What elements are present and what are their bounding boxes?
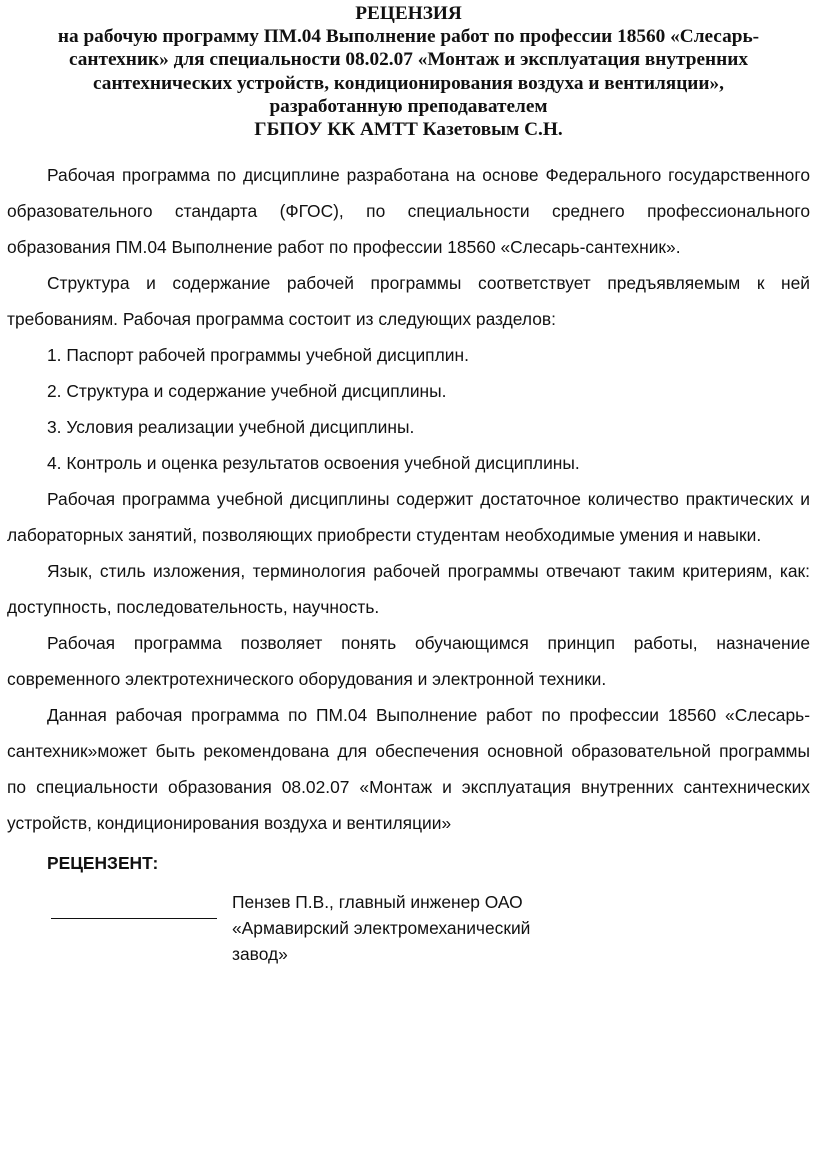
heading-line-2: на рабочую программу ПМ.04 Выполнение работ по профессии 18560 «Слесарь- (57, 26, 760, 48)
heading-line-6: ГБПОУ КК АМТТ Казетовым С.Н. (254, 119, 563, 141)
section-list-item-3: 3. Условия реализации учебной дисциплины. (47, 417, 415, 438)
heading-line-5: разработанную преподавателем (269, 95, 548, 117)
review-body (7, 157, 810, 841)
reviewer-block (7, 889, 810, 979)
paragraph-practice: Рабочая программа учебной дисциплины содержит достаточное количество практических и лабораторных занятий, позволяющих приобрести студентам необходимые умения и навыки. (7, 489, 810, 546)
paragraph-basis: Рабочая программа по дисциплине разработана на основе Федерального государственного образовательного стандарта (ФГОС), по специальности среднего профессионального образования ПМ.04 Выполнение работ по профессии 18560 «Слесарь-сантехник». (7, 165, 810, 258)
paragraph-recommendation: Данная рабочая программа по ПМ.04 Выполнение работ по профессии 18560 «Слесарь-сантехник»может быть рекомендована для обеспечения основной образовательной программы по специальности образования 08.02.07 «Монтаж и эксплуатация внутренних сантехнических устройств, кондиционирования воздуха и вентиляции» (7, 705, 810, 834)
review-heading (7, 2, 810, 141)
paragraph-structure: Структура и содержание рабочей программы соответствует предъявляемым к ней требованиям. Рабочая программа состоит из следующих разделов: (7, 273, 810, 330)
section-list-item-1: 1. Паспорт рабочей программы учебной дисциплин. (47, 345, 469, 366)
heading-line-4: сантехнических устройств, кондиционирования воздуха и вентиляции», (93, 72, 724, 94)
heading-line-3: сантехник» для специальности 08.02.07 «Монтаж и эксплуатация внутренних (68, 49, 749, 71)
section-list-item-4: 4. Контроль и оценка результатов освоения учебной дисциплины. (47, 453, 580, 474)
paragraph-understanding: Рабочая программа позволяет понять обучающимся принцип работы, назначение современного электротехнического оборудования и электронной техники. (7, 633, 810, 690)
section-list-item-2: 2. Структура и содержание учебной дисциплины. (47, 381, 447, 402)
paragraph-style: Язык, стиль изложения, терминология рабочей программы отвечают таким критериям, как: доступность, последовательность, научность. (7, 561, 810, 618)
reviewer-organization-end: завод» (232, 944, 288, 965)
reviewer-name-position: Пензев П.В., главный инженер ОАО (232, 892, 523, 913)
signature-line (51, 918, 217, 919)
heading-title: РЕЦЕНЗИЯ (355, 3, 462, 24)
reviewer-organization: «Армавирский электромеханический (232, 918, 531, 939)
reviewer-info (232, 889, 602, 967)
reviewer-title: РЕЦЕНЗЕНТ: (47, 853, 159, 874)
